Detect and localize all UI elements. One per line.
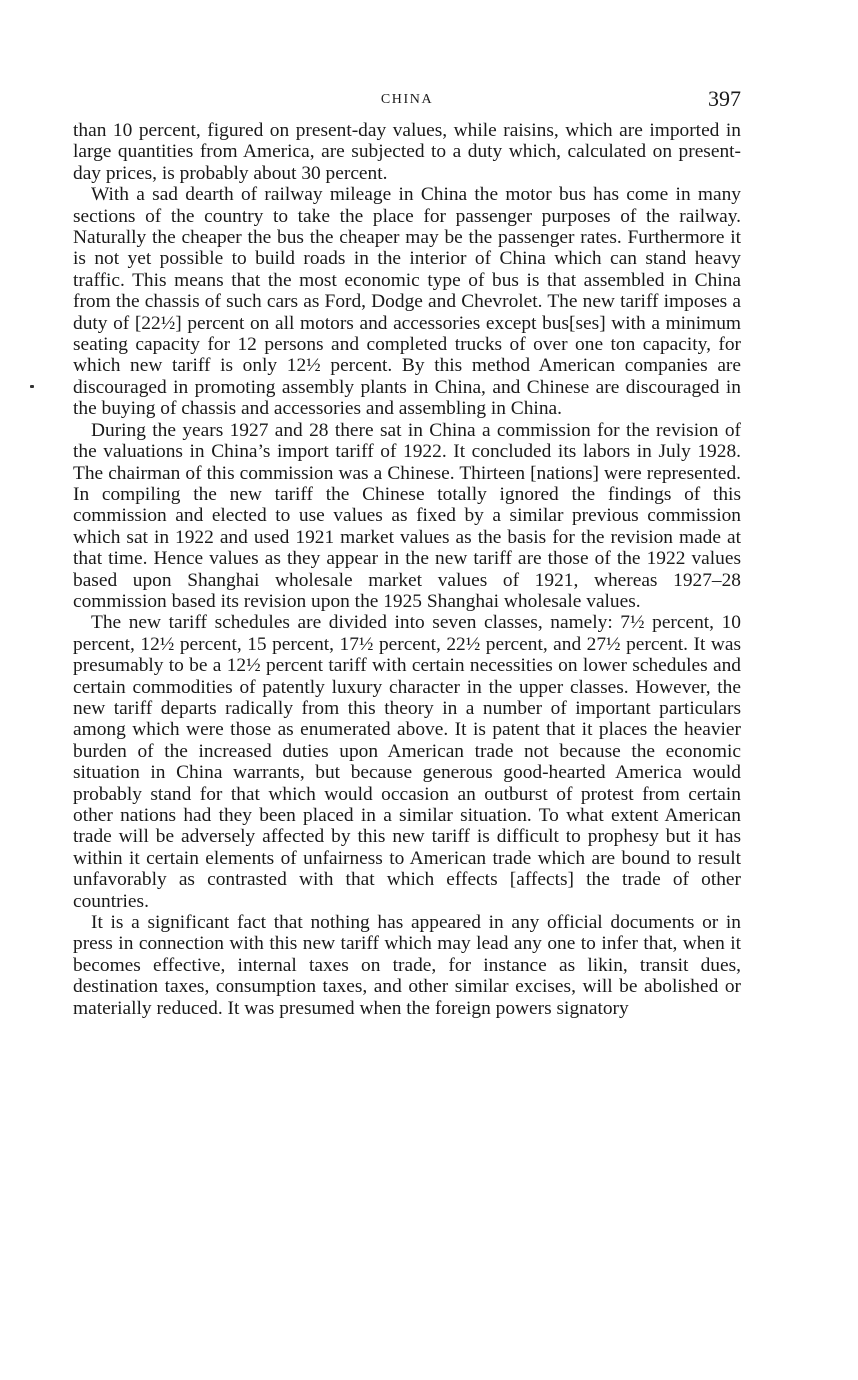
paragraph-4: The new tariff schedules are divided into seven classes, namely: 7½ percent, 10 percent, 12½ percent, 15 percent, 17½ percent, 22½ percent, and 27½ percent. It was presumably to be a 12½ percent tariff with certain necessities on lower schedules and certain commodities of patently luxury character in the upper classes. However, the new tariff departs radically from this theory in a number of important particulars among which were those as enumerated above. It is patent that it places the heavier burden of the increased duties upon American trade not because the economic situation in China warrants, but because generous good-hearted America would probably stand for that which would occasion an outburst of protest from certain other nations had they been placed in a similar situation. To what extent American trade will be adversely affected by this new tariff is difficult to prophesy but it has within it certain elements of unfairness to American trade which are bound to result unfavorably as contrasted with that which effects [affects] the trade of other countries. (73, 612, 741, 912)
body-text (73, 120, 741, 1019)
paragraph-5: It is a significant fact that nothing has appeared in any official documents or in press in connection with this new tariff which may lead any one to infer that, when it becomes effective, internal taxes on trade, for instance as likin, transit dues, destination taxes, consumption taxes, and other similar excises, will be abolished or materially reduced. It was presumed when the foreign powers signatory (73, 912, 741, 1019)
book-page (73, 86, 741, 1019)
paragraph-3: During the years 1927 and 28 there sat in China a commission for the revision of the valuations in China’s import tariff of 1922. It concluded its labors in July 1928. The chairman of this commission was a Chinese. Thirteen [nations] were represented. In compiling the new tariff the Chinese totally ignored the findings of this commission and elected to use values as fixed by a similar previous commission which sat in 1922 and used 1921 market values as the basis for the revision made at that time. Hence values as they appear in the new tariff are those of the 1922 values based upon Shanghai wholesale market values of 1921, whereas 1927–28 commission based its revision upon the 1925 Shanghai wholesale values. (73, 419, 741, 612)
running-head (73, 86, 741, 120)
paragraph-2: With a sad dearth of railway mileage in China the motor bus has come in many sections of the country to take the place for passenger purposes of the railway. Naturally the cheaper the bus the cheaper may be the passenger rates. Furthermore it is not yet possible to build roads in the interior of China which can stand heavy traffic. This means that the most economic type of bus is that assembled in China from the chassis of such cars as Ford, Dodge and Chevrolet. The new tariff imposes a duty of [22½] percent on all motors and accessories except bus[ses] with a minimum seating capacity for 12 persons and completed trucks of over one ton capacity, for which new tariff is only 12½ percent. By this method American companies are discouraged in promoting assembly plants in China, and Chinese are discouraged in the buying of chassis and accessories and assembling in China. (73, 184, 741, 420)
page-number: 397 (708, 86, 741, 111)
paragraph-1: than 10 percent, figured on present-day values, while raisins, which are imported in large quantities from America, are subjected to a duty which, calculated on present-day prices, is probably about 30 percent. (73, 120, 741, 184)
margin-mark (30, 385, 34, 388)
running-title: CHINA (380, 92, 434, 107)
